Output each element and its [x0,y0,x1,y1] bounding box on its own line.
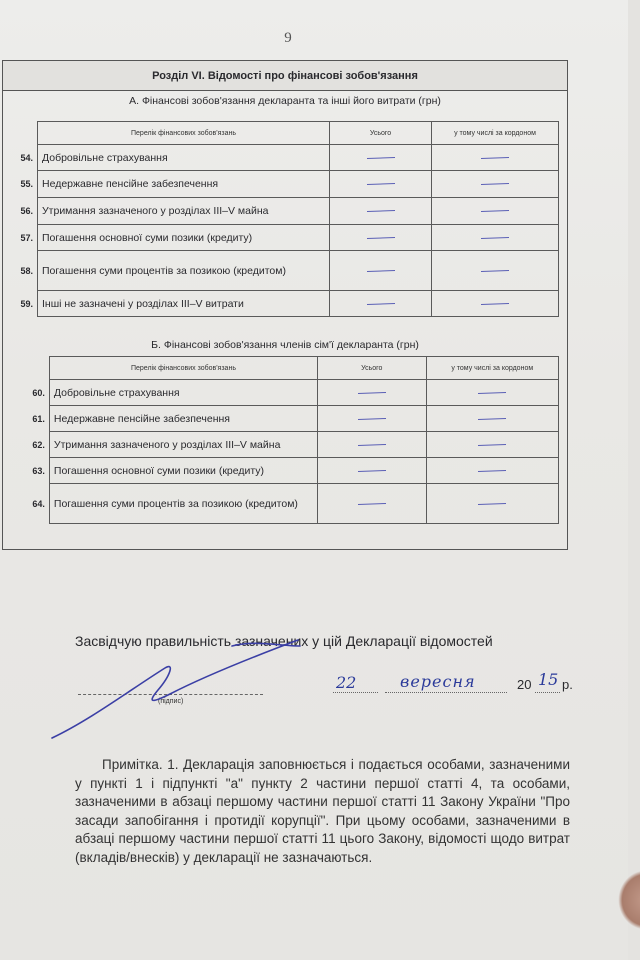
dash-mark [358,418,386,420]
dash-mark [366,237,394,239]
row-label: Погашення основної суми позики (кредиту) [49,458,317,484]
dash-mark [478,503,506,505]
dash-mark [481,270,509,272]
finger-edge [618,870,640,930]
total-cell [330,198,432,225]
page-number: 9 [284,30,292,46]
abroad-cell [432,251,559,291]
date-year: 15 [538,670,559,689]
abroad-cell [432,145,559,171]
total-cell [318,432,426,458]
dash-mark [358,392,386,394]
dash-mark [478,470,506,472]
row-number: 54. [20,152,33,163]
row-label: Погашення суми процентів за позикою (кредитом) [49,484,317,524]
total-cell [330,145,432,171]
table-row [7,225,559,251]
table-row [3,484,559,524]
table-a-header [7,122,559,145]
abroad-cell [426,406,559,432]
dash-mark [366,303,394,305]
abroad-cell [426,484,559,524]
dash-mark [481,210,509,212]
table-b-header-list: Перелік фінансових зобов'язань [49,357,317,380]
table-a-header-abroad: у тому числі за кордоном [432,122,559,145]
total-cell [318,484,426,524]
date-suffix: р. [562,677,573,692]
dash-mark [481,237,509,239]
table-row [7,171,559,198]
table-a-caption: А. Фінансові зобов'язання декларанта та інші його витрати (грн) [129,95,441,107]
dash-mark [366,270,394,272]
total-cell [330,291,432,317]
total-cell [330,171,432,198]
table-a [7,121,559,317]
date-month: вересня [400,672,476,691]
table-b-header-total: Усього [318,357,426,380]
table-row [3,380,559,406]
section-frame [2,60,568,550]
abroad-cell [432,225,559,251]
row-label: Інші не зазначені у розділах III–V витрати [38,291,330,317]
row-number: 61. [32,413,45,424]
table-b-header [3,357,559,380]
total-cell [318,406,426,432]
table-row [7,251,559,291]
dash-mark [478,392,506,394]
row-number: 63. [32,465,45,476]
dash-mark [481,157,509,159]
note-paragraph: Примітка. 1. Декларація заповнюється і подається особами, зазначеними у пункті 1 і підпункті "а" пункту 2 частини першої статті 4, та особами, зазначеними в абзаці першому частини першої статті 11 Закону України "Про засади запобігання і протидії корупції". При цьому особами, зазначеними в абзаці першому частини першої статті 11 цього Закону, відомості щодо витрат (вкладів/внесків) у декларації не зазначаються. [75,757,570,865]
table-row [7,198,559,225]
row-label: Погашення суми процентів за позикою (кредитом) [38,251,330,291]
table-b [3,356,559,524]
date-day: 22 [336,673,357,692]
row-number: 57. [20,232,33,243]
row-number: 64. [32,498,45,509]
dash-mark [358,503,386,505]
row-label: Добровільне страхування [49,380,317,406]
dash-mark [358,470,386,472]
year-underline [535,692,560,693]
table-b-header-abroad: у тому числі за кордоном [426,357,559,380]
table-a-header-list: Перелік фінансових зобов'язань [38,122,330,145]
abroad-cell [426,432,559,458]
total-cell [330,225,432,251]
abroad-cell [432,171,559,198]
month-underline [385,692,507,693]
abroad-cell [426,380,559,406]
row-label: Добровільне страхування [38,145,330,171]
signature-label: (підпис) [158,698,184,705]
date-year-prefix: 20 [517,677,532,692]
table-row [7,291,559,317]
table-a-header-total: Усього [330,122,432,145]
dash-mark [366,210,394,212]
row-label: Утримання зазначеного у розділах III–V майна [49,432,317,458]
total-cell [318,380,426,406]
dash-mark [358,444,386,446]
table-row [7,145,559,171]
abroad-cell [426,458,559,484]
dash-mark [478,444,506,446]
dash-mark [478,418,506,420]
row-number: 58. [20,265,33,276]
row-number: 55. [20,179,33,189]
certification-text: Засвідчую правильність зазначених у цій Декларації відомостей [75,633,493,649]
day-underline [333,692,378,693]
table-row [3,406,559,432]
row-label: Недержавне пенсійне забезпечення [49,406,317,432]
dash-mark [366,157,394,159]
table-row [3,458,559,484]
row-label: Недержавне пенсійне забезпечення [38,171,330,198]
table-row [3,432,559,458]
row-label: Погашення основної суми позики (кредиту) [38,225,330,251]
total-cell [318,458,426,484]
abroad-cell [432,291,559,317]
dash-mark [481,183,509,185]
total-cell [330,251,432,291]
row-label: Утримання зазначеного у розділах III–V майна [38,198,330,225]
table-b-caption: Б. Фінансові зобов'язання членів сім'ї декларанта (грн) [151,339,419,351]
signature-line [78,694,263,695]
row-number: 60. [32,387,45,398]
dash-mark [481,303,509,305]
row-number: 62. [32,439,45,450]
row-number: 56. [20,206,33,216]
dash-mark [366,183,394,185]
section-title: Розділ VI. Відомості про фінансові зобов'язання [3,61,567,91]
row-number: 59. [20,298,33,309]
abroad-cell [432,198,559,225]
